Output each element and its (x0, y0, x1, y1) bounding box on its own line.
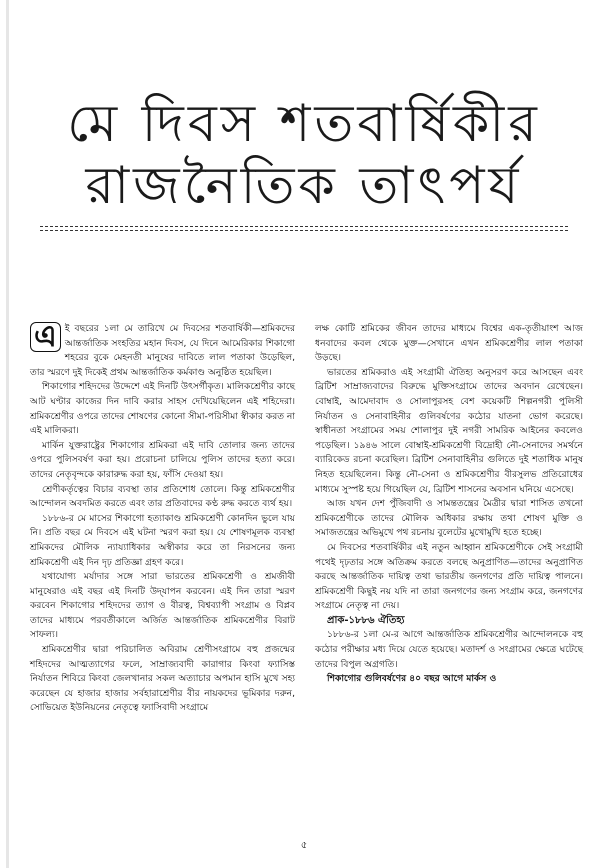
left-paragraph-6: যথাযোগ্য মর্যাদার সঙ্গে সারা ভারতের শ্রমিকশ্রেণী ও শ্রমজীবী মানুষেরাও এই বছর এই দিনটি উদ্‌যাপন করবেন। এই দিন তারা স্মরণ করবেন শিকাগোর শহিদদের ত্যাগ ও বীরত্ব, বিশ্বব্যাপী সংগ্রাম ও বিপ্লব তাদের মাধ্যমে পরবর্তীকালে অর্জিত আন্তর্জাতিক শ্রমিকশ্রেণীর বিরাট সাফল্য। (30, 572, 295, 641)
title-line-2: রাজনৈতিক তাৎপর্য (85, 155, 523, 216)
right-paragraph-1: লক্ষ কোটি শ্রমিকের জীবন তাদের মাধ্যমে বিশ্বের এক-তৃতীয়াংশ আজ ধনবাদের কবল থেকে মুক্ত—সেখানে এখন শ্রমিকশ্রেণীর লাল পতাকা উড়ছে। (315, 324, 583, 364)
title-rule-bottom (40, 230, 568, 231)
page-number: ৫ (300, 840, 308, 851)
scan-edge (6, 0, 9, 868)
left-paragraph-1: এ ই বছরের ১লা মে তারিখে মে দিবসের শতবার্ষিকী—শ্রমিকদের আন্তর্জাতিক সংহতির মহান দিবস, যে দিনে আমেরিকার শিকাগো শহরের বুকে মেহনতী মানুষের দাবিতে লাল পতাকা উড়েছিল, তার স্মরণে দুই দিকেই প্রথম আন্তর্জাতিক কর্মকাণ্ড অনুষ্ঠিত হয়েছিল। (30, 319, 295, 378)
right-paragraph-2: ভারতের শ্রমিকরাও এই সংগ্রামী ঐতিহ্য অনুসরণ করে আসছেন এবং ব্রিটিশ সাম্রাজ্যবাদের বিরুদ্ধে মুক্তিসংগ্রামে তাদের অবদান রেখেছেন। বোম্বাই, আমেদাবাদ ও সোলাপুরসহ বেশ কয়েকটি শিল্পনগরী পুলিসী নির্যাতন ও সেনাবাহিনীর গুলিবর্ষণের কঠোর যাতনা ভোগ করেছে। স্বাধীনতা সংগ্রামের সময় শোলাপুর দুই নগরী সামরিক আইনের কবলেও পড়েছিল। ১৯৪৬ সালে বোম্বাই-শ্রমিকশ্রেণী বিদ্রোহী নৌ-সেনাদের সমর্থনে ব্যারিকেড রচনা করেছিল। ব্রিটিশ সেনাবাহিনীর গুলিতে দুই শতাধিক মানুষ নিহত হয়েছিলেন। কিন্তু নৌ-সেনা ও শ্রমিকশ্রেণীর বীরসুলভ প্রতিরোধের মাধ্যমে সুস্পষ্ট হয়ে গিয়েছিল যে, ব্রিটিশ শাসনের অবসান ঘনিয়ে এসেছে। (315, 367, 583, 495)
left-paragraph-4: শ্রেণীকর্তৃত্বের বিচার ব্যবস্থা তার প্রতিশোধ তোলে। কিন্তু শ্রমিকশ্রেণীর আন্দোলন অবদমিত করতে এবং তার প্রতিবাদের কণ্ঠ রুদ্ধ করতে ব্যর্থ হয়। (30, 484, 295, 510)
right-paragraph-5: ১৮৮৬-র ১লা মে-র আগে আন্তর্জাতিক শ্রমিকশ্রেণীর আন্দোলনকে বহু কঠোর পরীক্ষার মধ্য দিয়ে যেতে হয়েছে। মতাদর্শ ও সংগ্রামের ক্ষেত্রে ঘটেছে তাদের বিপুল অগ্রগতি। (315, 630, 583, 670)
section-subhead: প্রাক-১৮৮৬ ঐতিহ্য (327, 614, 405, 626)
left-paragraph-3: মার্কিন যুক্তরাষ্ট্রের শিকাগোর শ্রমিকরা এই দাবি তোলার জন্য তাদের ওপরে পুলিসবর্ষণ করা হয়। প্ররোচনা চালিয়ে পুলিস তাদের হত্যা করে। তাদের নেতৃবৃন্দকে কারারুদ্ধ করা হয়, ফাঁসি দেওয়া হয়। (30, 440, 295, 480)
article-title (40, 95, 568, 217)
right-paragraph-3: আজ যখন দেশ পুঁজিবাদী ও সামন্ততন্ত্রের মৈত্রীর দ্বারা শাসিত তখনো শ্রমিকশ্রেণীকে তাদের মৌলিক অধিকার রক্ষায় তথা শোষণ মুক্তি ও সমাজতন্ত্রের অভিমুখে পথ রচনায় বুলেটের মুখোমুখি হতে হচ্ছে। (315, 499, 583, 539)
right-column (315, 322, 583, 687)
right-paragraph-4: মে দিবসের শতবার্ষিকীর এই নতুন আহ্বান শ্রমিকশ্রেণীকে সেই সংগ্রামী পথেই দৃঢ়তার সঙ্গে অতিক্রম করতে বলছে অনুপ্রাণিত—তাদের অনুপ্রাণিত করছে আন্তর্জাতিক দায়িত্ব তথা ভারতীয় জনগণের প্রতি দায়িত্ব পালনে। শ্রমিকশ্রেণী কিছুই নয় যদি না তারা জনগণের জন্য সংগ্রাম করে, জনগণের সংগ্রামে নেতৃত্ব না দেয়। (315, 542, 583, 612)
right-paragraph-6: শিকাগোর গুলিবর্ষণের ৪০ বছর আগে মার্কস ও (327, 674, 497, 685)
left-column (30, 319, 295, 716)
title-rule-top (40, 226, 568, 227)
drop-cap: এ (30, 322, 61, 352)
left-paragraph-7: শ্রমিকশ্রেণীর দ্বারা পরিচালিত অবিরাম শ্রেণীসংগ্রামে বহু প্রজন্মের শহিদদের আত্মত্যাগের ফলে, সাম্রাজ্যবাদী কারাগার কিংবা ফ্যাসিস্ত নির্যাতন শিবিরে কিংবা জেলখানার সকল অত্যাচার অপমান হাসি মুখে সহ্য করেছেন যে হাজার হাজার সর্বহারাশ্রেণীর বীর নায়কদের ভূমিকার দরুন, সোভিয়েত ইউনিয়নের নেতৃত্বে ফ্যাসিবাদী সংগ্রামে (30, 645, 295, 714)
left-paragraph-5: ১৮৮৬-র মে মাসের শিকাগো হত্যাকাণ্ড শ্রমিকশ্রেণী কোনদিন ভুলে যায় নি। প্রতি বছর মে দিবসে এই ঘটনা স্মরণ করা হয়। যে শোষণমূলক ব্যবস্থা শ্রমিকদের মৌলিক ন্যায্যাধিকার অস্বীকার করে তা নিরসনের জন্য শ্রমিকশ্রেণী এই দিন দৃঢ় প্রতিজ্ঞা গ্রহণ করে। (30, 513, 295, 568)
title-line-1: মে দিবস শতবার্ষিকীর (67, 94, 541, 154)
left-paragraph-2: শিকাগোর শহিদদের উদ্দেশে এই দিনটি উৎসর্গীকৃত। মালিকশ্রেণীর কাছে আট ঘণ্টার কাজের দিন দাবি করার সাহস দেখিয়েছিলেন এই শহিদেরা। শ্রমিকশ্রেণীর ওপরে তাদের শোষণের কোনো সীমা-পরিসীমা স্বীকার করত না এই মালিকরা। (30, 382, 295, 437)
